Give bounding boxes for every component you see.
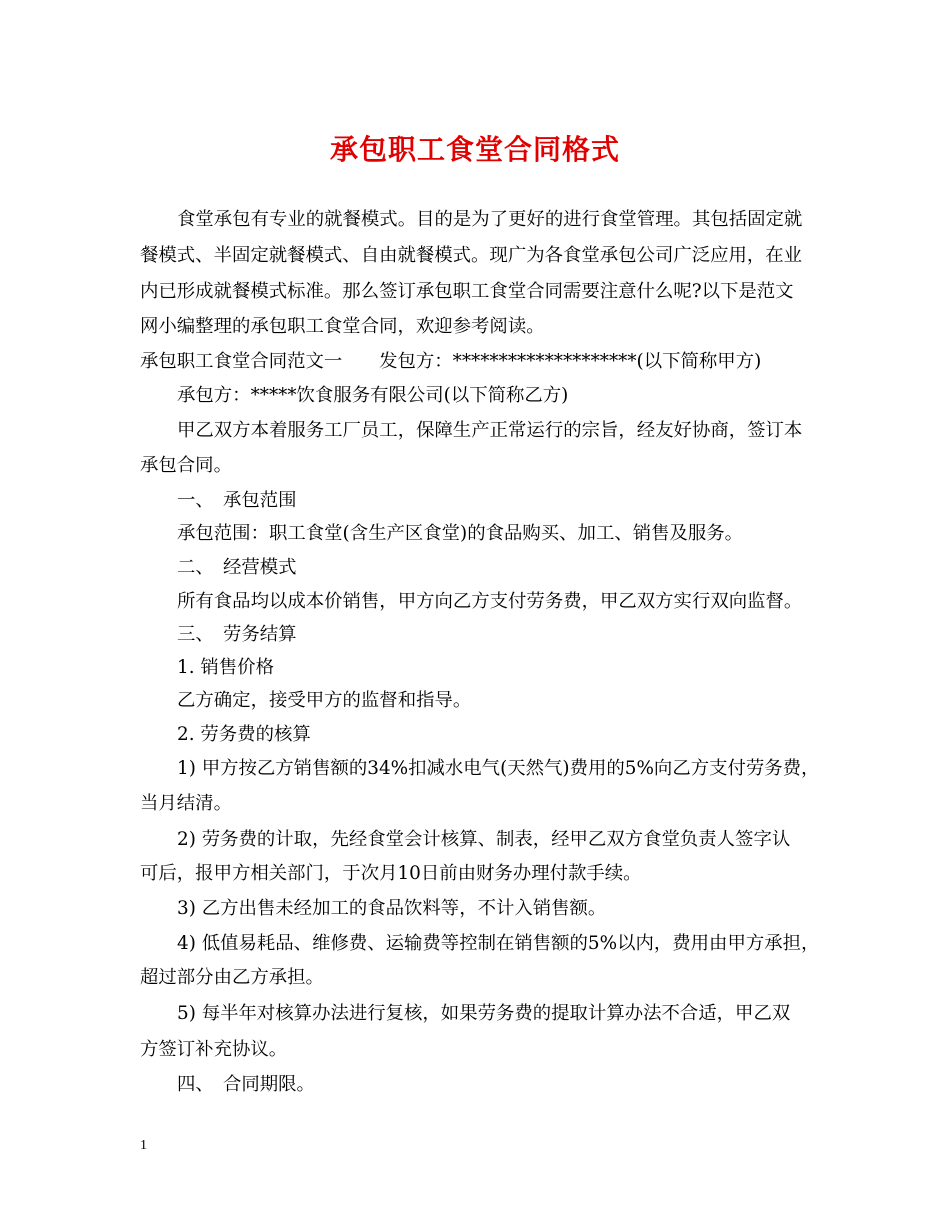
paragraph-line: 超过部分由乙方承担。 <box>140 967 324 988</box>
paragraph-line: 内已形成就餐模式标准。那么签订承包职工食堂合同需要注意什么呢?以下是范文 <box>140 281 794 302</box>
paragraph-line: 网小编整理的承包职工食堂合同，欢迎参考阅读。 <box>140 316 545 337</box>
section-heading: 四、 合同期限。 <box>177 1074 315 1095</box>
section-heading: 二、 经营模式 <box>177 557 297 578</box>
paragraph-line: 食堂承包有专业的就餐模式。目的是为了更好的进行食堂管理。其包括固定就 <box>177 209 803 230</box>
list-item: 1) 甲方按乙方销售额的34%扣减水电气(天然气)费用的5%向乙方支付劳务费， <box>177 758 820 779</box>
paragraph-line: 方签订补充协议。 <box>140 1039 288 1060</box>
list-item: 4) 低值易耗品、维修费、运输费等控制在销售额的5%以内，费用由甲方承担， <box>177 933 820 954</box>
paragraph-line: 承包合同。 <box>140 455 232 476</box>
paragraph-line: 乙方确定，接受甲方的监督和指导。 <box>177 690 472 711</box>
paragraph-line: 所有食品均以成本价销售，甲方向乙方支付劳务费，甲乙双方实行双向监督。 <box>177 591 803 612</box>
paragraph-line: 餐模式、半固定就餐模式、自由就餐模式。现广为各食堂承包公司广泛应用，在业 <box>140 245 803 266</box>
list-item: 2) 劳务费的计取，先经食堂会计核算、制表，经甲乙双方食堂负责人签字认 <box>177 829 791 850</box>
section-heading: 一、 承包范围 <box>177 490 297 511</box>
page-number: 1 <box>140 1138 147 1153</box>
section-heading: 三、 劳务结算 <box>177 624 297 645</box>
paragraph-line: 可后，报甲方相关部门，于次月10日前由财务办理付款手续。 <box>140 863 642 884</box>
paragraph-line: 承包范围：职工食堂(含生产区食堂)的食品购买、加工、销售及服务。 <box>177 523 744 544</box>
list-item: 3) 乙方出售未经加工的食品饮料等，不计入销售额。 <box>177 898 607 919</box>
list-item: 5) 每半年对核算办法进行复核，如果劳务费的提取计算办法不合适，甲乙双 <box>177 1003 791 1024</box>
subsection-heading: 1. 销售价格 <box>177 657 274 678</box>
subsection-heading: 2. 劳务费的核算 <box>177 724 311 745</box>
paragraph-line: 承包职工食堂合同范文一 发包方：********************(以下简称甲方) <box>140 351 762 372</box>
paragraph-line: 当月结清。 <box>140 793 232 814</box>
paragraph-line: 甲乙双方本着服务工厂员工，保障生产正常运行的宗旨，经友好协商，签订本 <box>177 420 803 441</box>
document-title: 承包职工食堂合同格式 <box>329 133 620 166</box>
paragraph-line: 承包方：*****饮食服务有限公司(以下简称乙方) <box>177 385 569 406</box>
